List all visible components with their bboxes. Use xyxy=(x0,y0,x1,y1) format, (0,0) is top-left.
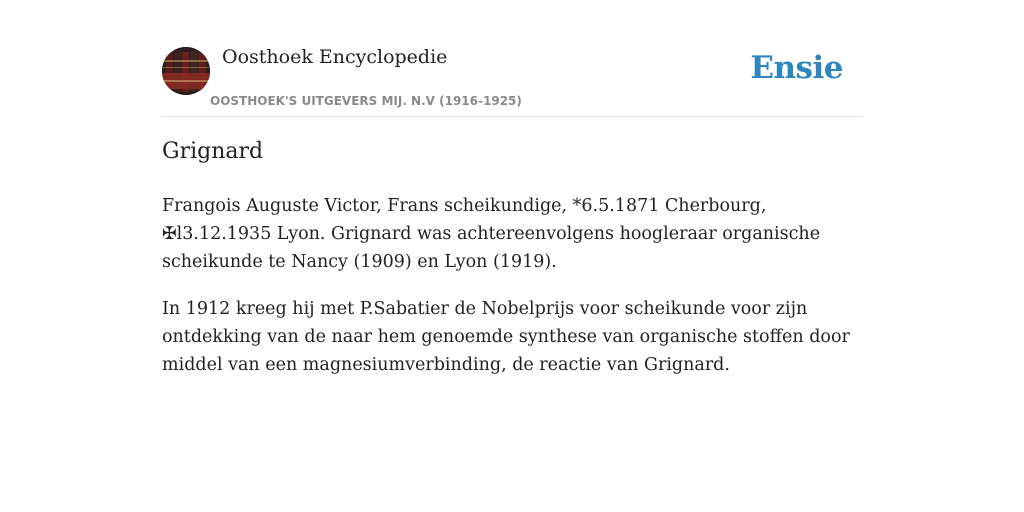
source-avatar[interactable] xyxy=(162,47,210,95)
article-paragraph: In 1912 kreeg hij met P.Sabatier de Nobelprijs voor scheikunde voor zijn ontdekking van de naar hem genoemde synthese van organische stoffen door middel van een magnesiumverbinding, de reactie van Grignard. xyxy=(162,299,850,375)
source-title-link[interactable]: Oosthoek Encyclopedie xyxy=(222,46,448,68)
book-spines-icon xyxy=(162,47,210,95)
source-header xyxy=(162,46,862,117)
article-paragraph: Frangois Auguste Victor, Frans scheikundige, *6.5.1871 Cherbourg, ✠l3.12.1935 Lyon. Grignard was achtereenvolgens hoogleraar organische scheikunde te Nancy (1909) en Lyon (1919). xyxy=(162,196,821,272)
page-title: Grignard xyxy=(162,139,264,164)
ensie-logo[interactable]: Ensie xyxy=(750,50,843,86)
source-subtitle: OOSTHOEK'S UITGEVERS MIJ. N.V (1916-1925) xyxy=(210,94,522,108)
